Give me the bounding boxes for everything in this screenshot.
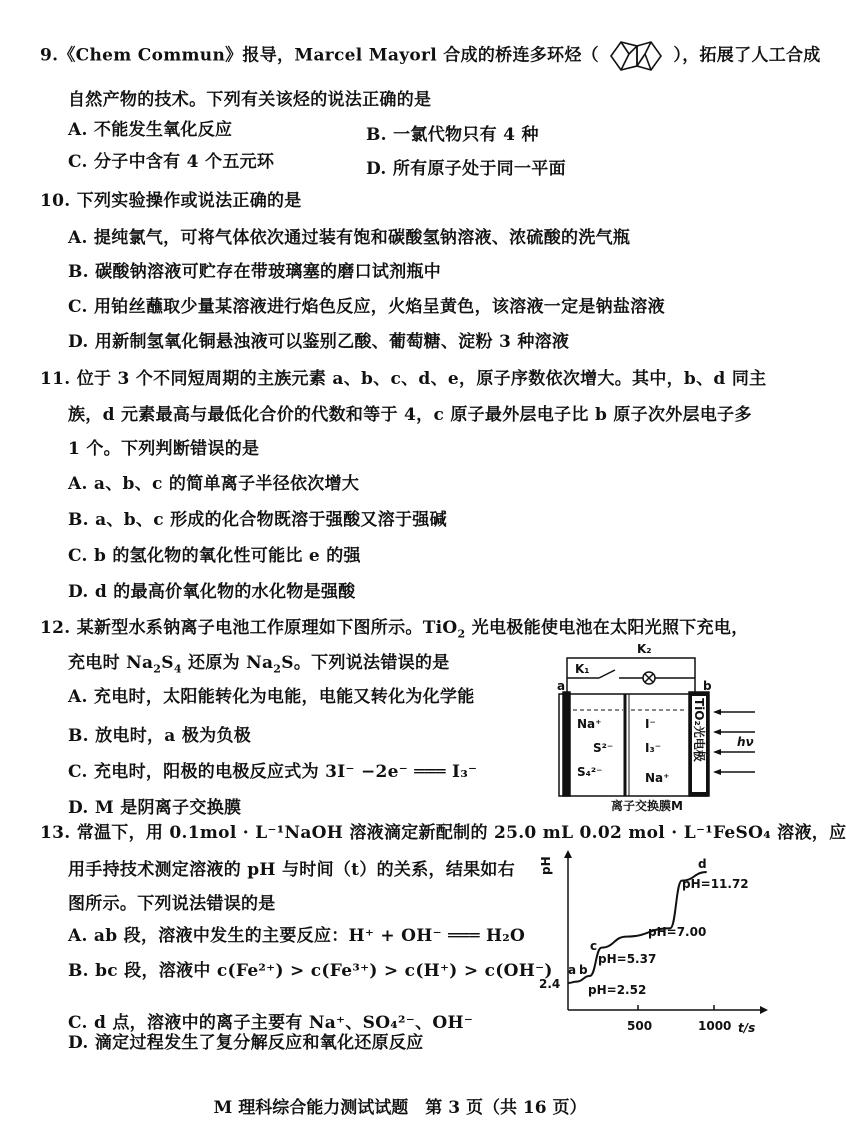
q11-option-a: A. a、b、c 的简单离子半径依次增大	[68, 474, 360, 494]
ph-2-52-label: pH=2.52	[588, 983, 647, 997]
q12-option-c: C. 充电时，阳极的电极反应式为 3I⁻ −2e⁻ ═══ I₃⁻	[68, 762, 478, 782]
point-b-label: b	[579, 963, 588, 977]
ph-5-37-label: pH=5.37	[598, 952, 657, 966]
q12-stem-text1: 12. 某新型水系钠离子电池工作原理如下图所示。TiO	[40, 618, 458, 638]
q11-stem-line2: 族，d 元素最高与最低化合价的代数和等于 4，c 原子最外层电子比 b 原子次外层电子多	[68, 405, 752, 425]
q11-stem-line3: 1 个。下列判断错误的是	[68, 439, 260, 459]
q12-option-d: D. M 是阴离子交换膜	[68, 798, 242, 818]
q9-option-b: B. 一氯代物只有 4 种	[366, 125, 539, 145]
polycyclic-hydrocarbon-structure	[605, 38, 667, 74]
y-axis-label: pH	[539, 856, 553, 875]
q9-option-d: D. 所有原子处于同一平面	[366, 159, 566, 179]
q13-option-b: B. bc 段，溶液中 c(Fe²⁺) > c(Fe³⁺) > c(H⁺) > c(OH⁻)	[68, 961, 553, 981]
ph-7-00-label: pH=7.00	[648, 925, 707, 939]
electrode-a	[563, 692, 570, 796]
na-ion-right: Na⁺	[645, 771, 670, 785]
membrane-label: 离子交换膜M	[611, 799, 683, 813]
ph-time-chart	[530, 850, 780, 1040]
q10-option-a: A. 提纯氯气，可将气体依次通过装有饱和碳酸氢钠溶液、浓硫酸的洗气瓶	[68, 228, 631, 248]
q13-stem-line3: 图所示。下列说法错误的是	[68, 894, 276, 914]
ph-11-72-label: pH=11.72	[682, 877, 749, 891]
light-label: hν	[737, 735, 754, 749]
s2-ion: S²⁻	[593, 741, 614, 755]
q11-stem-line1: 11. 位于 3 个不同短周期的主族元素 a、b、c、d、e，原子序数依次增大。其中，b、d 同主	[40, 369, 767, 389]
x-tick-label-500: 500	[627, 1019, 653, 1033]
na-ion-left: Na⁺	[577, 717, 602, 731]
q10-stem: 10. 下列实验操作或说法正确的是	[40, 191, 302, 211]
q11-option-b: B. a、b、c 形成的化合物既溶于强酸又溶于强碱	[68, 510, 447, 530]
q12-l2-s3: 2	[273, 662, 282, 676]
q13-option-c: C. d 点，溶液中的离子主要有 Na⁺、SO₄²⁻、OH⁻	[68, 1013, 474, 1033]
q10-option-c: C. 用铂丝蘸取少量某溶液进行焰色反应，火焰呈黄色，该溶液一定是钠盐溶液	[68, 297, 665, 317]
q13-option-d: D. 滴定过程发生了复分解反应和氧化还原反应	[68, 1033, 424, 1053]
battery-diagram	[545, 636, 767, 816]
q9-stem-part1: 9.《Chem Commun》报导，Marcel Mayorl 合成的桥连多环烃（	[40, 45, 599, 66]
q12-option-b: B. 放电时，a 极为负极	[68, 726, 252, 746]
q12-stem-sub: 2	[457, 627, 466, 641]
q9-option-c: C. 分子中含有 4 个五元环	[68, 152, 275, 172]
q9-stem-line2: 自然产物的技术。下列有关该烃的说法正确的是	[68, 90, 432, 110]
cell-container	[559, 694, 707, 796]
q12-l2-s1: 2	[153, 662, 162, 676]
q11-option-d: D. d 的最高价氧化物的水化物是强酸	[68, 582, 356, 602]
q13-stem-line1: 13. 常温下，用 0.1mol · L⁻¹NaOH 溶液滴定新配制的 25.0 mL 0.02 mol · L⁻¹FeSO₄ 溶液，应	[40, 823, 846, 843]
q12-stem-line2	[68, 652, 450, 680]
point-d-label: d	[698, 857, 707, 871]
point-c-label: c	[590, 939, 598, 953]
q12-stem-text2: 光电极能使电池在太阳光照下充电，	[465, 618, 749, 638]
q9-stem-part2: ），拓展了人工合成	[673, 45, 821, 66]
x-tick-label-1000: 1000	[698, 1019, 732, 1033]
q12-l2-b: S	[161, 653, 174, 673]
q12-l2-d: S。下列说法错误的是	[281, 653, 450, 673]
i3-ion: I₃⁻	[645, 741, 662, 755]
x-axis-label: t/s	[738, 1021, 756, 1035]
q9-option-a: A. 不能发生氧化反应	[68, 120, 233, 140]
q10-option-d: D. 用新制氢氧化铜悬浊液可以鉴别乙酸、葡萄糖、淀粉 3 种溶液	[68, 332, 570, 352]
y-tick-label: 2.4	[539, 977, 561, 991]
q13-option-a: A. ab 段，溶液中发生的主要反应：H⁺ + OH⁻ ═══ H₂O	[68, 926, 526, 946]
electrode-a-label: a	[557, 679, 566, 693]
s4-ion: S₄²⁻	[577, 765, 603, 779]
q12-l2-c: 还原为 Na	[181, 653, 274, 673]
q13-stem-line2: 用手持技术测定溶液的 pH 与时间（t）的关系，结果如右	[68, 860, 516, 880]
q12-l2-a: 充电时 Na	[68, 653, 154, 673]
k1-label: K₁	[575, 662, 590, 676]
page-footer: M 理科综合能力测试试题 第 3 页（共 16 页）	[213, 1098, 587, 1118]
electrode-b-label: b	[703, 679, 712, 693]
q10-option-b: B. 碳酸钠溶液可贮存在带玻璃塞的磨口试剂瓶中	[68, 262, 442, 282]
point-a-label: a	[568, 963, 577, 977]
q11-option-c: C. b 的氢化物的氧化性可能比 e 的强	[68, 546, 361, 566]
q12-option-a: A. 充电时，太阳能转化为电能，电能又转化为化学能	[68, 687, 475, 707]
q12-l2-s2: 4	[173, 662, 182, 676]
k2-label: K₂	[637, 642, 652, 656]
k1-switch	[599, 670, 615, 678]
tio2-electrode-label: TiO₂光电极	[692, 698, 706, 762]
i-ion: I⁻	[645, 717, 656, 731]
q9-stem-line1	[40, 38, 821, 74]
